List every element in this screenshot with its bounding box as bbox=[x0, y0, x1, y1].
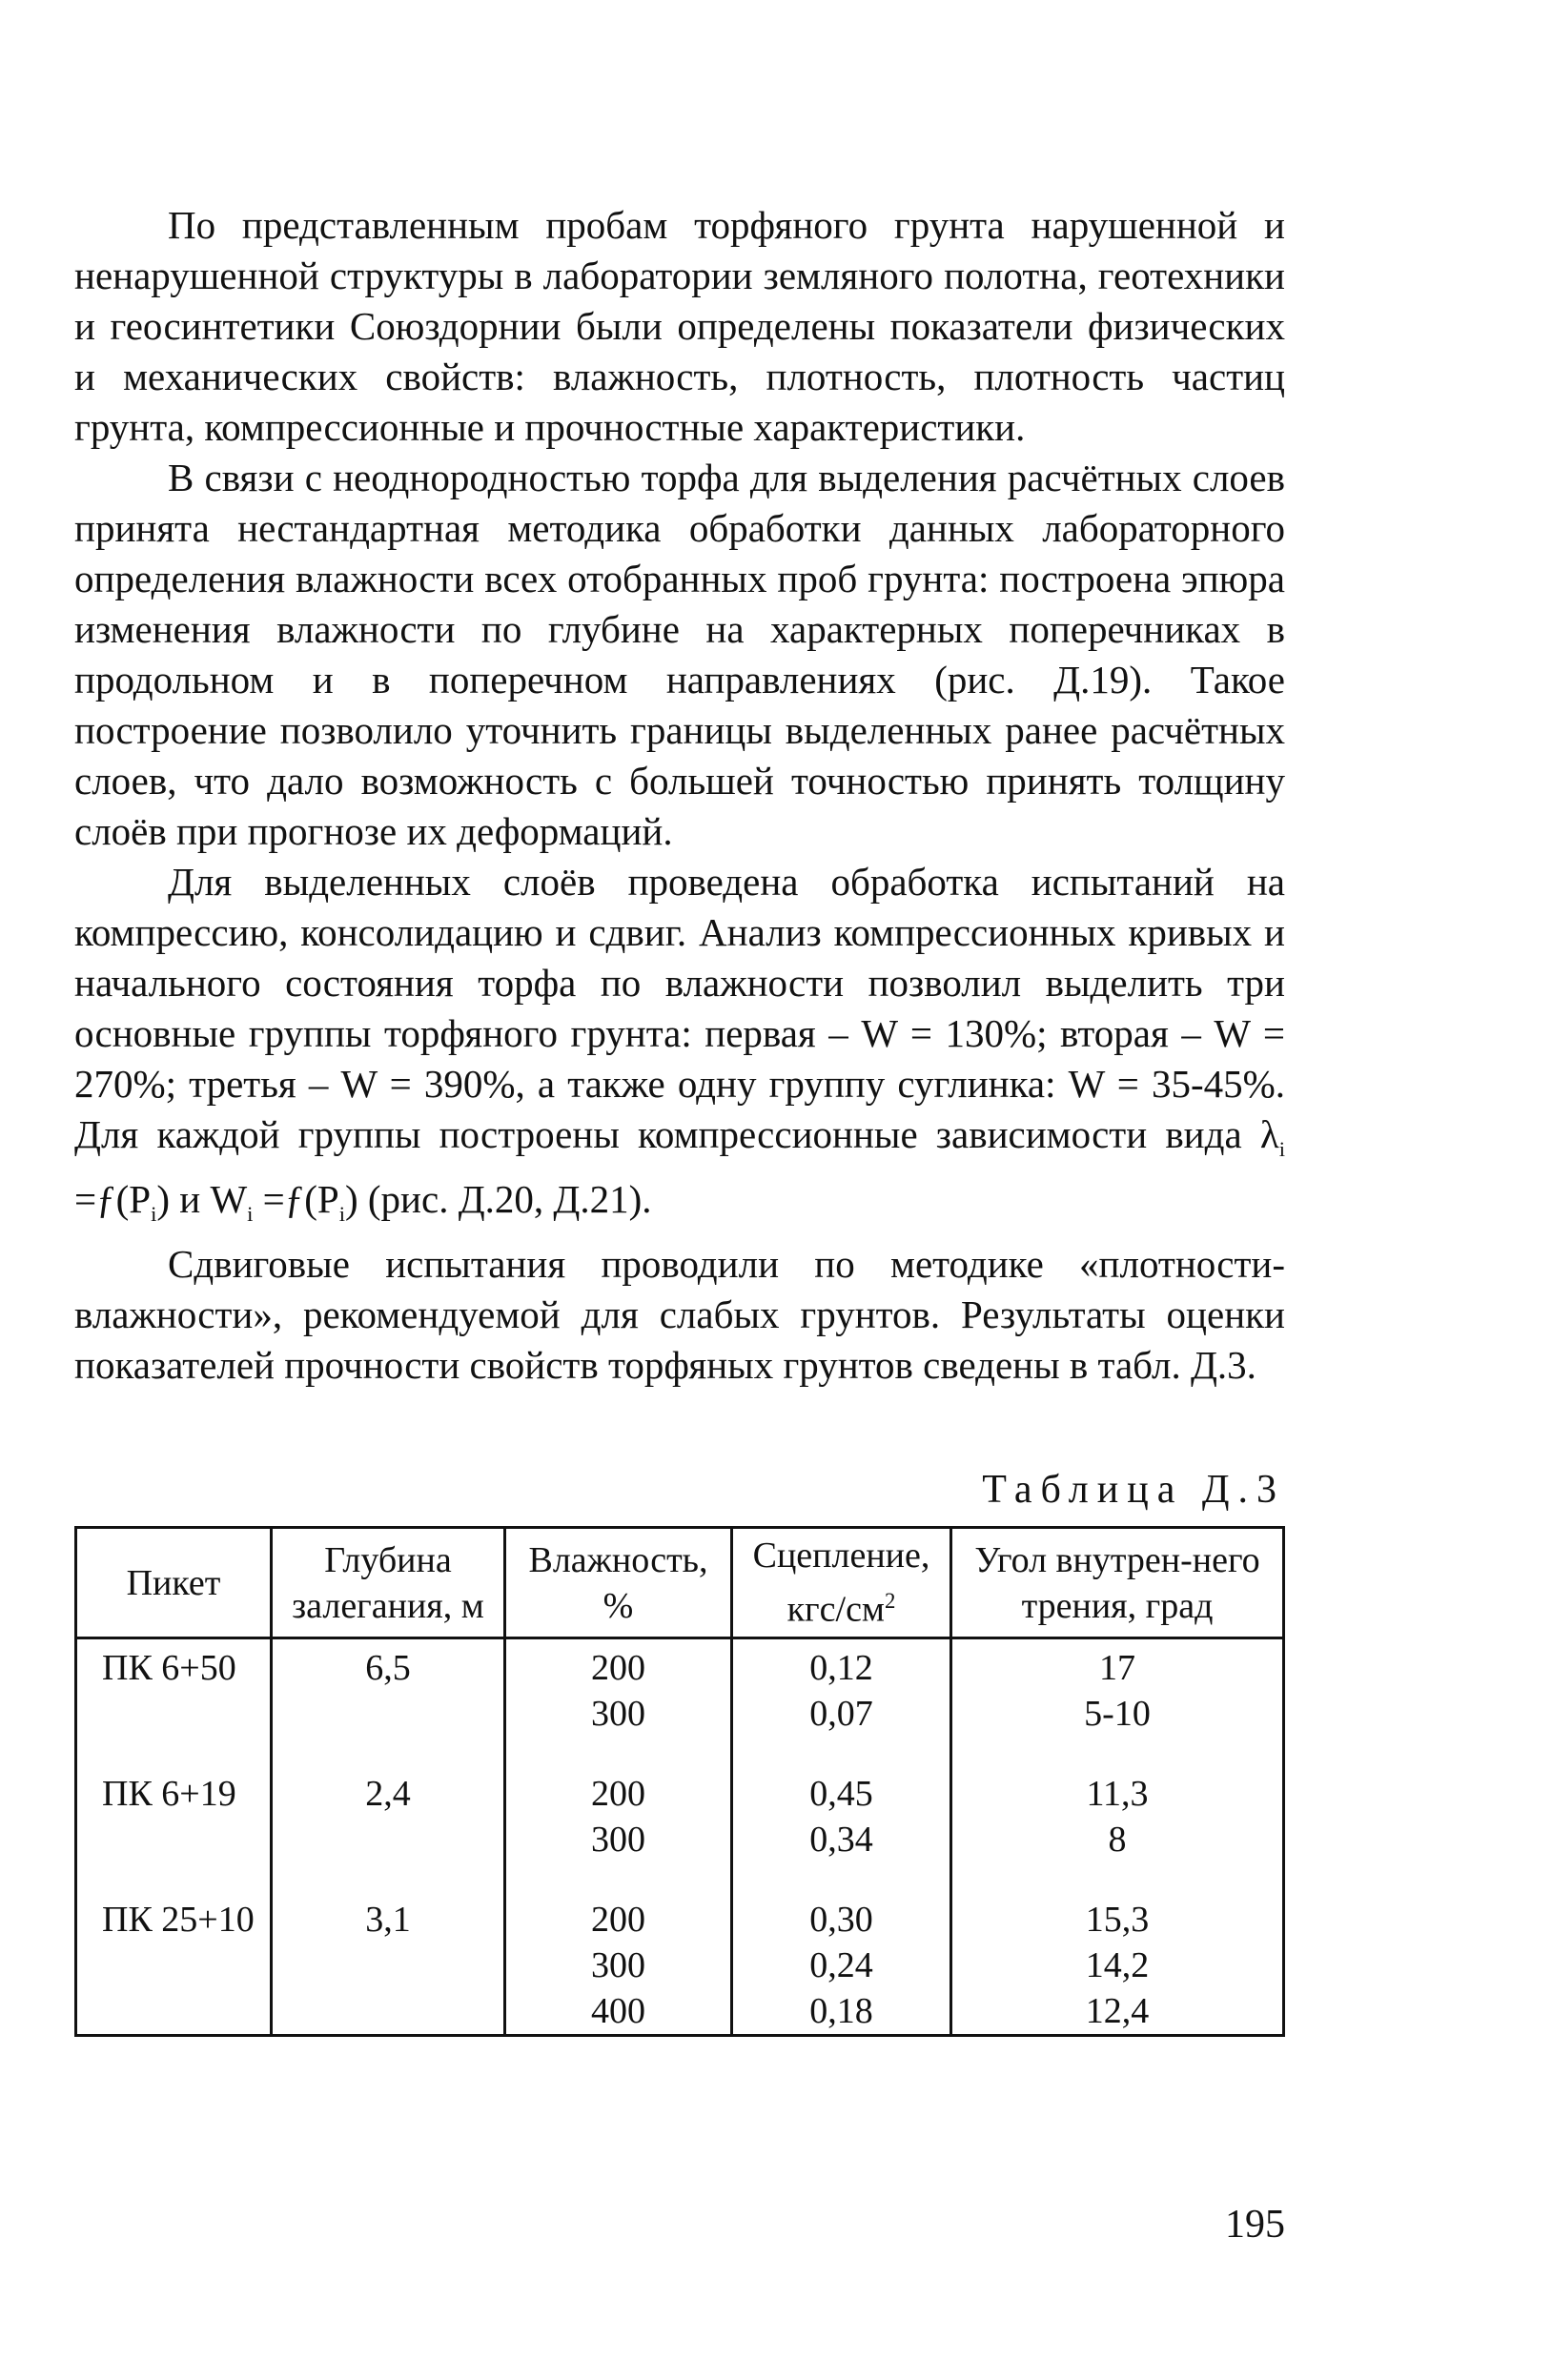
cell-moisture: 300 bbox=[505, 1691, 732, 1737]
cell-picket bbox=[76, 1817, 272, 1862]
cell-depth: 2,4 bbox=[272, 1737, 505, 1817]
cell-cohesion: 0,18 bbox=[732, 1988, 951, 2036]
cell-depth bbox=[272, 1691, 505, 1737]
formula-eq2: =ƒ(P bbox=[253, 1177, 339, 1222]
cell-picket: ПК 6+19 bbox=[76, 1737, 272, 1817]
table-row bbox=[76, 1817, 1284, 1862]
cell-angle: 12,4 bbox=[951, 1988, 1284, 2036]
header-depth: Глубина залегания, м bbox=[272, 1528, 505, 1638]
table-row bbox=[76, 1862, 1284, 1943]
paragraph-3-text: Для выделенных слоёв проведена обработка испытаний на компрессию, консолидацию и сдвиг. Анализ компрессионных кривых и начального состояния торфа по влажности позволил выделить три основные группы торфяного грунта: первая – W = 130%; вторая – W = 270%; третья – W = 390%, а также одну группу суглинка: W = 35-45%. Для каждой группы построены компрессионные зависимости вида λ bbox=[74, 860, 1285, 1156]
cell-angle: 5-10 bbox=[951, 1691, 1284, 1737]
table-row bbox=[76, 1988, 1284, 2036]
header-cohesion-sup: 2 bbox=[884, 1589, 896, 1614]
cell-picket bbox=[76, 1943, 272, 1988]
paragraph-3 bbox=[74, 857, 1285, 1239]
cell-picket bbox=[76, 1691, 272, 1737]
table-row bbox=[76, 1737, 1284, 1817]
cell-depth: 6,5 bbox=[272, 1638, 505, 1692]
header-picket: Пикет bbox=[76, 1528, 272, 1638]
cell-cohesion: 0,30 bbox=[732, 1862, 951, 1943]
cell-cohesion: 0,24 bbox=[732, 1943, 951, 1988]
data-table bbox=[74, 1526, 1285, 2037]
cell-depth bbox=[272, 1943, 505, 1988]
cell-angle: 14,2 bbox=[951, 1943, 1284, 1988]
cell-depth bbox=[272, 1817, 505, 1862]
page-number: 195 bbox=[1225, 2203, 1285, 2247]
p2-subscript: i bbox=[338, 1202, 345, 1227]
w-subscript: i bbox=[247, 1202, 254, 1227]
cell-cohesion: 0,45 bbox=[732, 1737, 951, 1817]
page-body bbox=[74, 200, 1285, 2037]
cell-depth bbox=[272, 1988, 505, 2036]
table-row bbox=[76, 1691, 1284, 1737]
table-caption: Таблица Д.3 bbox=[982, 1468, 1285, 1513]
lambda-subscript: i bbox=[1278, 1137, 1285, 1162]
cell-picket: ПК 6+50 bbox=[76, 1638, 272, 1692]
cell-angle: 11,3 bbox=[951, 1737, 1284, 1817]
cell-depth: 3,1 bbox=[272, 1862, 505, 1943]
cell-angle: 17 bbox=[951, 1638, 1284, 1692]
paragraph-1: По представленным пробам торфяного грунта нарушенной и ненарушенной структуры в лаборатории земляного полотна, геотехники и геосинтетики Союздорнии были определены показатели физических и механических свойств: влажность, плотность, плотность частиц грунта, компрессионные и прочностные характеристики. bbox=[74, 203, 1285, 449]
header-angle: Угол внутрен-него трения, град bbox=[951, 1528, 1284, 1638]
formula-eq1: =ƒ(P bbox=[74, 1177, 152, 1222]
table-row bbox=[76, 1943, 1284, 1988]
table-row bbox=[76, 1638, 1284, 1692]
cell-picket: ПК 25+10 bbox=[76, 1862, 272, 1943]
cell-moisture: 400 bbox=[505, 1988, 732, 2036]
header-cohesion-label: Сцепление, кгс/см bbox=[752, 1536, 930, 1631]
cell-picket bbox=[76, 1988, 272, 2036]
cell-angle: 15,3 bbox=[951, 1862, 1284, 1943]
formula-and: ) и W bbox=[156, 1177, 248, 1222]
p-subscript: i bbox=[151, 1202, 157, 1227]
header-moisture: Влажность, % bbox=[505, 1528, 732, 1638]
cell-cohesion: 0,34 bbox=[732, 1817, 951, 1862]
paragraph-4: Сдвиговые испытания проводили по методике «плотности-влажности», рекомендуемой для слабых грунтов. Результаты оценки показателей прочности свойств торфяных грунтов сведены в табл. Д.3. bbox=[74, 1242, 1285, 1388]
paragraph-2: В связи с неоднородностью торфа для выделения расчётных слоев принята нестандартная методика обработки данных лабораторного определения влажности всех отобранных проб грунта: построена эпюра изменения влажности по глубине на характерных поперечниках в продольном и в поперечном направлениях (рис. Д.19). Такое построение позволило уточнить границы выделенных ранее расчётных слоев, что дало возможность с большей точностью принять толщину слоёв при прогнозе их деформаций. bbox=[74, 456, 1285, 853]
formula-tail: ) (рис. Д.20, Д.21). bbox=[345, 1177, 652, 1222]
table-header-row bbox=[76, 1528, 1284, 1638]
cell-cohesion: 0,12 bbox=[732, 1638, 951, 1692]
cell-cohesion: 0,07 bbox=[732, 1691, 951, 1737]
cell-moisture: 300 bbox=[505, 1817, 732, 1862]
cell-moisture: 200 bbox=[505, 1737, 732, 1817]
cell-moisture: 200 bbox=[505, 1862, 732, 1943]
cell-moisture: 200 bbox=[505, 1638, 732, 1692]
header-cohesion bbox=[732, 1528, 951, 1638]
cell-angle: 8 bbox=[951, 1817, 1284, 1862]
cell-moisture: 300 bbox=[505, 1943, 732, 1988]
